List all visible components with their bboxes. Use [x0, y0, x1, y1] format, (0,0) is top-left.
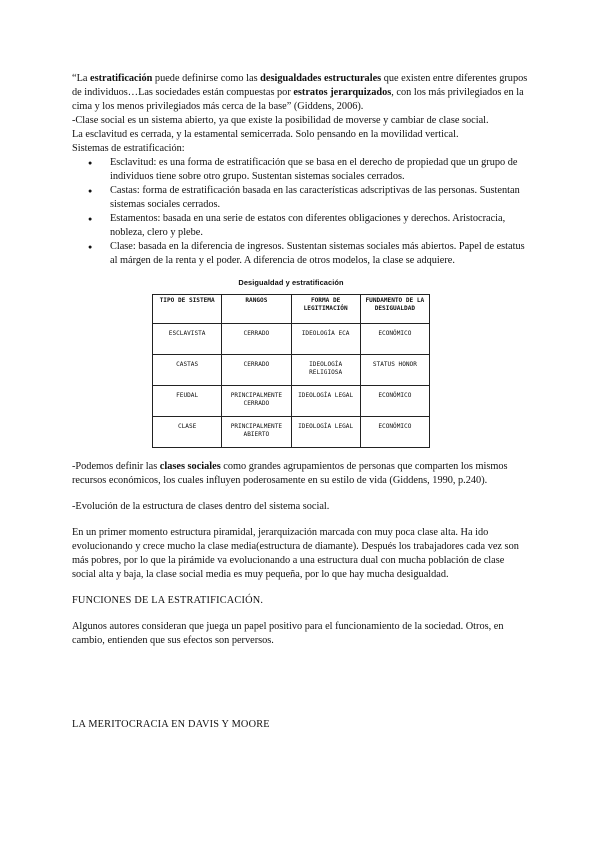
spacer [72, 488, 528, 500]
intro-text: puede definirse como las [152, 73, 261, 84]
table-cell: ECONÓMICO [360, 386, 429, 417]
table-header-cell: FORMA DE LEGITIMACIÓN [291, 295, 360, 324]
meritocracy-heading: LA MERITOCRACIA EN DAVIS Y MOORE [72, 719, 270, 730]
stratification-table-figure [152, 278, 430, 448]
table-header-cell: RANGOS [222, 295, 291, 324]
table-cell: STATUS HONOR [360, 355, 429, 386]
spacer [72, 648, 528, 718]
slavery-line: La esclavitud es cerrada, y la estamental semicerrada. Solo pensando en la movilidad vertical. [72, 129, 459, 140]
list-item: ● Castas: forma de estratificación basada en las características adscriptivas de las personas. Sustentan sistemas sociales cerrados. [110, 184, 528, 212]
intro-bold-term: estratificación [90, 73, 153, 84]
document-page [72, 72, 528, 732]
spacer [72, 448, 528, 460]
classes-paragraph [72, 460, 528, 488]
table-cell: IDEOLOGÍA RELIGIOSA [291, 355, 360, 386]
table-cell: ESCLAVISTA [153, 324, 222, 355]
list-item: ● Estamentos: basada en una serie de estatos con diferentes obligaciones y derechos. Aristocracia, nobleza, clero y plebe. [110, 212, 528, 240]
classes-text: -Podemos definir las [72, 461, 160, 472]
intro-paragraph [72, 72, 528, 114]
intro-text: , con los más privilegiados en la cima y los menos privilegiados más cerca de la base” (Giddens, 2006). [72, 87, 524, 112]
spacer [72, 582, 528, 594]
table-row [153, 417, 430, 448]
stratification-table [152, 294, 430, 448]
table-row [153, 324, 430, 355]
functions-paragraph: Algunos autores consideran que juega un papel positivo para el funcionamiento de la sociedad. Otros, en cambio, entienden que sus efectos son perversos. [72, 621, 504, 646]
table-row [153, 386, 430, 417]
evolution-paragraph: En un primer momento estructura piramidal, jerarquización marcada con muy poca clase alta. Ha ido evolucionando y crece mucho la clase media(estructura de diamante). Después los trabajadores cada vez son más pobres, por lo que la pirámide va evolucionando a una estructura dual con mucha población de clase social alta y baja, la clase social media es muy pequeña, por lo que hay mucha desigualdad. [72, 527, 519, 580]
table-cell: FEUDAL [153, 386, 222, 417]
table-cell: CERRADO [222, 355, 291, 386]
table-header-row [153, 295, 430, 324]
table-cell: IDEOLOGÍA LEGAL [291, 386, 360, 417]
table-cell: ECONÓMICO [360, 417, 429, 448]
table-header-cell: TIPO DE SISTEMA [153, 295, 222, 324]
intro-bold-term: estratos jerarquizados [293, 87, 392, 98]
intro-text: “La [72, 73, 91, 84]
evolution-line: -Evolución de la estructura de clases dentro del sistema social. [72, 501, 330, 512]
table-caption: Desigualdad y estratificación [238, 278, 344, 287]
table-cell: CERRADO [222, 324, 291, 355]
table-cell: PRINCIPALMENTE CERRADO [222, 386, 291, 417]
table-header-cell: FUNDAMENTO DE LA DESIGUALDAD [360, 295, 429, 324]
classes-text: como grandes agrupamientos de personas que comparten los mismos recursos económicos, los cuales influyen poderosamente en su estilo de vida (Giddens, 1990, p.240). [72, 461, 508, 486]
spacer [72, 608, 528, 620]
class-line: -Clase social es un sistema abierto, ya que existe la posibilidad de moverse y cambiar de clase social. [72, 115, 489, 126]
table-cell: ECONÓMICO [360, 324, 429, 355]
intro-text: que existen entre diferentes grupos de individuos…Las sociedades están compuestas por [72, 73, 528, 98]
systems-heading: Sistemas de estratificación: [72, 143, 185, 154]
table-cell: PRINCIPALMENTE ABIERTO [222, 417, 291, 448]
classes-bold-term: clases sociales [159, 461, 221, 472]
intro-bold-term: desigualdades estructurales [260, 73, 382, 84]
spacer [72, 514, 528, 526]
table-cell: IDEOLOGÍA ECA [291, 324, 360, 355]
table-cell: CASTAS [153, 355, 222, 386]
table-cell: IDEOLOGÍA LEGAL [291, 417, 360, 448]
systems-list [72, 156, 528, 268]
list-item: ● Clase: basada en la diferencia de ingresos. Sustentan sistemas sociales más abiertos. Papel de estatus al márgen de la renta y el poder. A diferencia de otros modelos, la clase se adquiere. [110, 240, 528, 268]
functions-heading: FUNCIONES DE LA ESTRATIFICACIÓN. [72, 595, 264, 606]
table-cell: CLASE [153, 417, 222, 448]
list-item: ● Esclavitud: es una forma de estratificación que se basa en el derecho de propiedad que un grupo de individuos tiene sobre otro grupo. Sustentan sistemas sociales cerrados. [110, 156, 528, 184]
table-row [153, 355, 430, 386]
